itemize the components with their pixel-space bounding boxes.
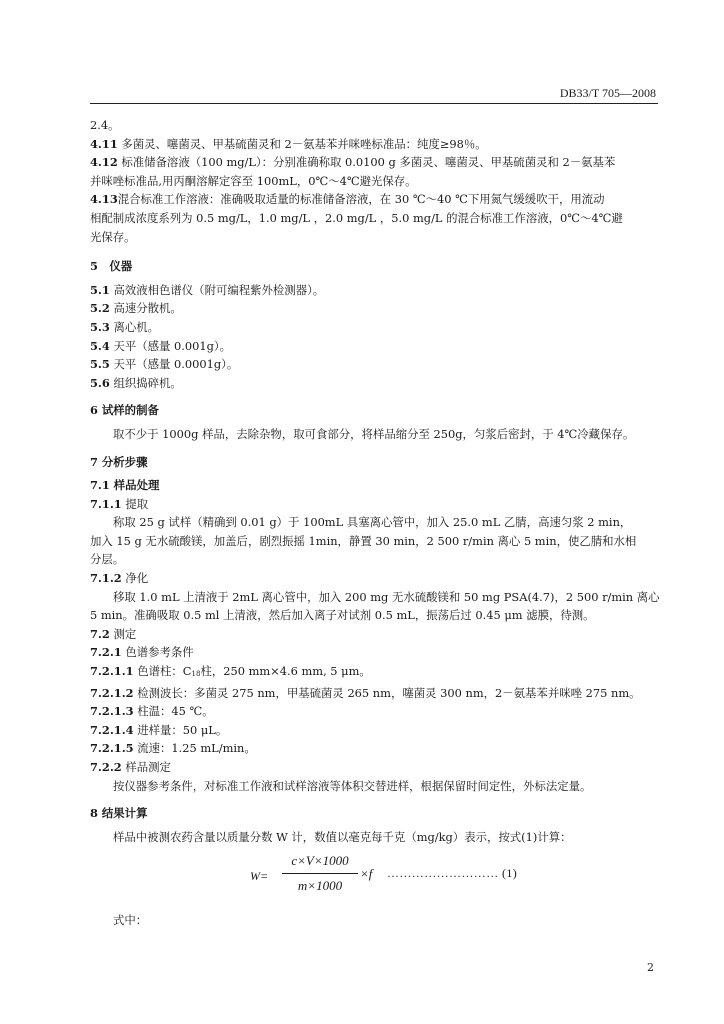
standard-code: DB33/T 705—2008 — [559, 86, 656, 100]
clause-text: 进样量：50 μL。 — [133, 722, 228, 737]
text-line: 加入 15 g 无水硫酸镁，加盖后，剧烈振摇 1min，静置 30 min，2 500 r/min 离心 5 min，使乙腈和水相 — [90, 533, 637, 548]
clause-7-1-2 — [90, 569, 658, 588]
clause-7-2-1 — [90, 643, 658, 662]
clause-number: 7.2.2 — [90, 760, 122, 774]
text-line: 相配制成浓度系列为 0.5 mg/L，1.0 mg/L ，2.0 mg/L ，5.0 mg/L 的混合标准工作溶液，0℃～4℃避 — [90, 210, 623, 225]
clause-text: 离心机。 — [109, 319, 160, 334]
clause-4-11 — [90, 135, 658, 154]
paragraph-measurement: 按仪器参考条件，对标准工作液和试样溶液等体积交替进样，根据保留时间定性，外标法定量。 — [113, 778, 592, 793]
text-line: 5 min。准确吸取 0.5 ml 上清液，然后加入离子对试剂 0.5 mL，振荡后过 0.45 μm 滤膜，待测。 — [90, 608, 595, 623]
clause-5-4 — [90, 337, 658, 356]
clause-number: 5.1 — [90, 282, 110, 297]
clause-number: 4.11 — [90, 136, 118, 151]
clause-7-2-1-5 — [90, 739, 658, 758]
text-line: 分层。 — [90, 552, 125, 567]
formula-lhs: W= — [250, 869, 269, 884]
clause-4-12 — [90, 153, 658, 172]
clause-number: 7.1.1 — [90, 496, 122, 511]
section-heading-5: 5 仪器 — [90, 259, 133, 274]
section-heading-8: 8 结果计算 — [90, 806, 148, 821]
clause-text: 样品测定 — [121, 760, 171, 774]
clause-7-2 — [90, 625, 658, 644]
formula-factor: ×f — [360, 866, 373, 882]
clause-text: 天平（感量 0.001g）。 — [109, 338, 232, 353]
text-line: 并咪唑标准品,用丙酮溶解定容至 100mL，0℃～4℃避光保存。 — [90, 173, 417, 188]
clause-5-2 — [90, 299, 658, 318]
clause-number: 7.1.2 — [90, 571, 122, 586]
clause-text: 色谱参考条件 — [121, 645, 194, 660]
formula-denominator: m×1000 — [297, 878, 343, 894]
clause-7-2-2 — [90, 758, 658, 777]
clause-number: 4.13 — [90, 192, 118, 207]
clause-5-6 — [90, 374, 658, 393]
clause-7-1-1 — [90, 495, 658, 514]
clause-number: 7.2.1.2 — [90, 685, 134, 700]
clause-number: 7.2.1.4 — [90, 722, 134, 737]
page-number: 2 — [647, 961, 654, 974]
subscript-18: 18 — [191, 670, 201, 679]
clause-number: 7.2.1 — [90, 645, 122, 660]
clause-text: 检测波长：多菌灵 275 nm，甲基硫菌灵 265 nm，噻菌灵 300 nm，2－氨基苯并咪唑 275 nm。 — [133, 685, 641, 700]
clause-text: 高效液相色谱仪（附可编程紫外检测器）。 — [109, 282, 325, 297]
paragraph-cleanup: 移取 1.0 mL 上清液于 2mL 离心管中，加入 200 mg 无水硫酸镁和 50 mg PSA(4.7)，2 500 r/min 离心 — [113, 589, 660, 604]
clause-number: 7.2.1.3 — [90, 704, 134, 719]
clause-text: 柱温：45 ℃。 — [133, 704, 214, 719]
clause-number: 5.6 — [90, 375, 110, 390]
paragraph-calculation: 样品中被测农药含量以质量分数 W 计，数值以毫克每千克（mg/kg）表示，按式(1)计算： — [113, 829, 572, 844]
where-label: 式中： — [113, 913, 148, 928]
clause-number: 7.2.1.5 — [90, 741, 134, 756]
clause-text: 混合标准工作溶液：准确吸取适量的标准储备溶液，在 30 ℃～40 ℃下用氮气缓缓吹干，用流动 — [117, 192, 605, 207]
subsection-7-1: 7.1 样品处理 — [90, 478, 160, 493]
section-heading-7: 7 分析步骤 — [90, 454, 148, 469]
clause-text: 流速：1.25 mL/min。 — [133, 741, 256, 756]
clause-5-3 — [90, 318, 658, 337]
clause-7-2-1-1 — [90, 662, 658, 684]
clause-text: 多菌灵、噻菌灵、甲基硫菌灵和 2－氨基苯并咪唑标准品：纯度≥98％。 — [117, 136, 487, 151]
clause-text: 提取 — [121, 496, 149, 511]
clause-number: 5.3 — [90, 319, 110, 334]
clause-text: 净化 — [121, 571, 149, 586]
paragraph-extraction: 称取 25 g 试样（精确到 0.01 g）于 100mL 具塞离心管中，加入 25.0 mL 乙腈，高速匀浆 2 min， — [113, 515, 632, 530]
clause-text: 高速分散机。 — [109, 301, 182, 316]
paragraph-sample-prep: 取不少于 1000g 样品，去除杂物，取可食部分，将样品缩分至 250g，匀浆后密封，于 4℃冷藏保存。 — [113, 426, 635, 441]
text-line: 光保存。 — [90, 229, 136, 244]
document-body — [90, 116, 658, 930]
clause-7-2-1-2 — [90, 684, 658, 703]
fraction-bar — [282, 873, 358, 874]
header-rule — [90, 103, 658, 104]
clause-text: 测定 — [109, 626, 137, 641]
clause-number: 5.4 — [90, 338, 110, 353]
formula-1 — [90, 850, 658, 906]
clause-text: 柱，250 mm×4.6 mm, 5 μm。 — [200, 664, 371, 679]
clause-5-5 — [90, 355, 658, 374]
clause-text: 标准储备溶液（100 mg/L）：分别准确称取 0.0100 g 多菌灵、噻菌灵、甲基硫菌灵和 2－氨基苯 — [117, 155, 616, 170]
clause-number: 7.2.1.1 — [90, 664, 134, 679]
clause-5-1 — [90, 281, 658, 300]
clause-4-13 — [90, 190, 658, 209]
clause-text: 色谱柱：C — [133, 664, 192, 679]
section-heading-6: 6 试样的制备 — [90, 403, 159, 418]
text-line: 2.4。 — [90, 118, 120, 132]
clause-number: 5.5 — [90, 357, 110, 372]
clause-text: 组织捣碎机。 — [109, 375, 182, 390]
clause-number: 7.2 — [90, 626, 110, 641]
clause-text: 天平（感量 0.0001g）。 — [109, 357, 239, 372]
clause-7-2-1-3 — [90, 702, 658, 721]
clause-number: 4.12 — [90, 155, 118, 170]
clause-7-2-1-4 — [90, 721, 658, 740]
formula-number-label: ……………………… (1) — [387, 866, 518, 881]
formula-numerator: c×V×1000 — [291, 853, 349, 869]
clause-number: 5.2 — [90, 301, 110, 316]
